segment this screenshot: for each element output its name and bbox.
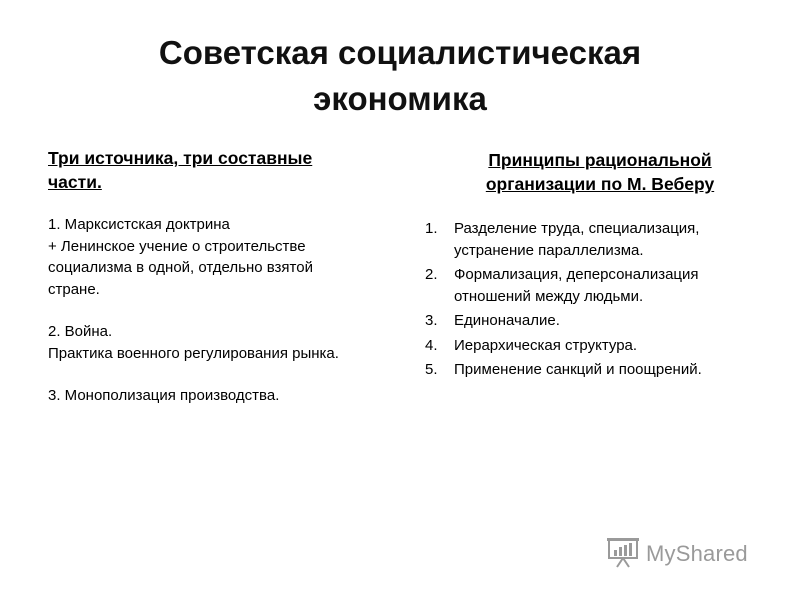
list-item <box>425 264 775 307</box>
text-line: + Ленинское учение о строительстве <box>48 237 306 255</box>
principles-list <box>425 218 775 381</box>
text-line: 2. Война. <box>48 323 113 340</box>
text-line: Единоначалие. <box>454 312 560 329</box>
text-line: 1. Марксистская доктрина <box>48 216 230 233</box>
list-text <box>454 218 699 261</box>
list-number: 5. <box>425 361 438 378</box>
myshared-watermark <box>606 536 748 572</box>
sources-column <box>48 146 408 428</box>
sources-heading-line-2: части. <box>48 172 102 192</box>
text-line: Формализация, деперсонализация <box>454 266 699 283</box>
list-number: 4. <box>425 336 438 354</box>
list-text <box>454 310 560 332</box>
text-line: 3. Монополизация производства. <box>48 387 280 404</box>
text-line: Разделение труда, специализация, <box>454 220 700 237</box>
title-line-2: экономика <box>313 80 487 117</box>
list-text <box>454 359 702 381</box>
sources-heading-line-1: Три источника, три составные <box>48 148 313 168</box>
title-line-1: Советская социалистическая <box>158 34 642 71</box>
source-paragraph-3 <box>48 385 408 407</box>
principles-heading-line-2: организации по М. Веберу <box>485 174 715 194</box>
text-line: Применение санкций и поощрений. <box>454 361 702 378</box>
sources-heading <box>48 146 408 194</box>
list-number: 1. <box>425 220 438 237</box>
list-number: 3. <box>425 312 438 329</box>
page-title <box>0 30 800 122</box>
list-item <box>425 218 775 261</box>
watermark-text: MyShared <box>646 541 748 566</box>
text-line: Иерархическая структура. <box>454 336 638 354</box>
text-line: Практика военного регулирования рынка. <box>48 344 339 362</box>
text-line: устранение параллелизма. <box>454 241 644 259</box>
presentation-chart-icon <box>606 535 640 574</box>
list-item <box>425 359 775 381</box>
text-line: стране. <box>48 280 100 298</box>
text-line: социализма в одной, отдельно взятой <box>48 259 313 276</box>
principles-heading <box>425 148 775 196</box>
text-line: отношений между людьми. <box>454 287 644 305</box>
list-item <box>425 335 775 357</box>
source-paragraph-2 <box>48 321 408 364</box>
list-text <box>454 264 699 307</box>
principles-column <box>425 148 775 384</box>
list-number: 2. <box>425 266 438 283</box>
list-text <box>454 335 637 357</box>
source-paragraph-1 <box>48 214 408 300</box>
list-item <box>425 310 775 332</box>
principles-heading-line-1: Принципы рациональной <box>488 150 712 170</box>
